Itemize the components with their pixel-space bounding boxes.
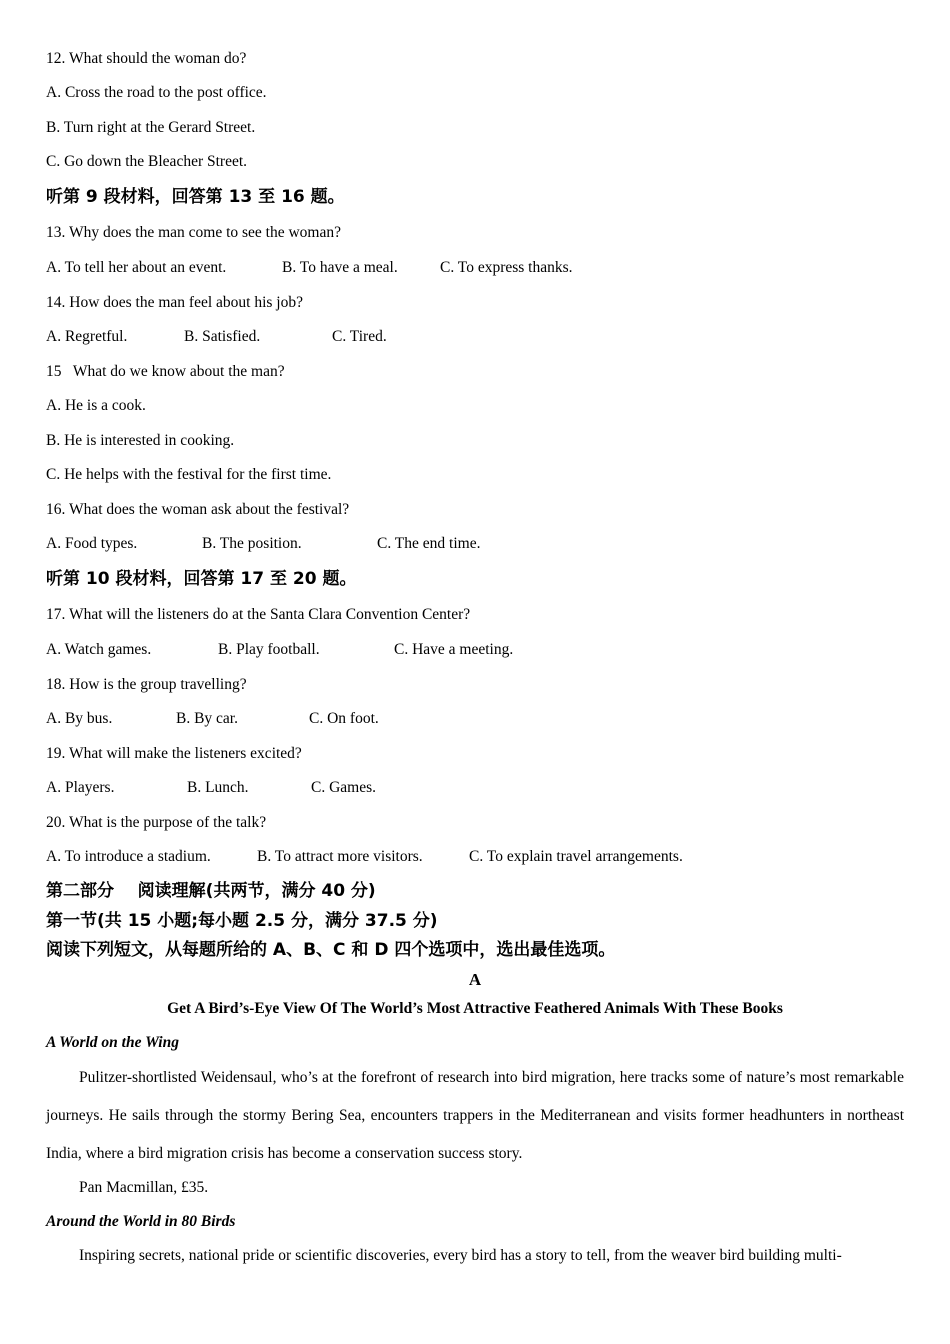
- question-15-option-b: B. He is interested in cooking.: [46, 432, 235, 449]
- question-20-option-a: A. To introduce a stadium.: [46, 848, 211, 865]
- book-1-description: Pulitzer-shortlisted Weidensaul, who’s at the forefront of research into bird migration, here tracks some of nature’s most remarkable journeys. He sails through the stormy Bering Sea, encounters trappers in the Mediterranean and visits former headhunters in northeast India, where a bird migration crisis has become a conservation success story.: [46, 1069, 904, 1162]
- question-14-stem: 14. How does the man feel about his job?: [46, 294, 303, 311]
- question-16-option-c: C. The end time.: [377, 535, 481, 552]
- question-17-stem: 17. What will the listeners do at the Santa Clara Convention Center?: [46, 606, 471, 623]
- question-19-option-b: B. Lunch.: [187, 779, 249, 796]
- book-2-description: Inspiring secrets, national pride or scientific discoveries, every bird has a story to tell, from the weaver bird building multi-: [79, 1247, 842, 1264]
- question-20-option-c: C. To explain travel arrangements.: [469, 848, 683, 865]
- question-15-stem: 15 What do we know about the man?: [46, 363, 285, 380]
- question-19-option-a: A. Players.: [46, 779, 115, 796]
- section-9-heading: 听第 9 段材料，回答第 13 至 16 题。: [46, 187, 345, 207]
- question-18-option-b: B. By car.: [176, 710, 238, 727]
- reading-instruction: 阅读下列短文，从每题所给的 A、B、C 和 D 四个选项中，选出最佳选项。: [46, 940, 616, 960]
- question-20-option-b: B. To attract more visitors.: [257, 848, 423, 865]
- question-13-option-a: A. To tell her about an event.: [46, 259, 227, 276]
- question-18-stem: 18. How is the group travelling?: [46, 676, 247, 693]
- question-18-option-c: C. On foot.: [309, 710, 379, 727]
- book-2-title: Around the World in 80 Birds: [46, 1213, 236, 1230]
- book-1-title: A World on the Wing: [46, 1034, 179, 1051]
- question-17-option-b: B. Play football.: [218, 641, 320, 658]
- question-13-option-b: B. To have a meal.: [282, 259, 398, 276]
- question-18-option-a: A. By bus.: [46, 710, 113, 727]
- question-15-option-c: C. He helps with the festival for the first time.: [46, 466, 332, 483]
- passage-letter: A: [468, 970, 482, 989]
- question-14-option-b: B. Satisfied.: [184, 328, 261, 345]
- section-10-heading: 听第 10 段材料，回答第 17 至 20 题。: [46, 569, 357, 589]
- question-19-option-c: C. Games.: [311, 779, 377, 796]
- question-17-option-c: C. Have a meeting.: [394, 641, 514, 658]
- section-one-heading: 第一节(共 15 小题;每小题 2.5 分，满分 37.5 分): [46, 911, 438, 931]
- question-12-option-b: B. Turn right at the Gerard Street.: [46, 119, 256, 136]
- question-20-stem: 20. What is the purpose of the talk?: [46, 814, 267, 831]
- part-two-heading: 第二部分 阅读理解(共两节，满分 40 分): [46, 881, 376, 901]
- question-17-option-a: A. Watch games.: [46, 641, 152, 658]
- question-16-option-a: A. Food types.: [46, 535, 138, 552]
- question-13-stem: 13. Why does the man come to see the woman?: [46, 224, 341, 241]
- question-14-option-c: C. Tired.: [332, 328, 387, 345]
- passage-title: Get A Bird’s-Eye View Of The World’s Most Attractive Feathered Animals With These Books: [167, 1000, 783, 1017]
- question-13-option-c: C. To express thanks.: [440, 259, 573, 276]
- question-15-option-a: A. He is a cook.: [46, 397, 146, 414]
- question-12-option-a: A. Cross the road to the post office.: [46, 84, 267, 101]
- question-16-stem: 16. What does the woman ask about the festival?: [46, 501, 350, 518]
- book-1-publisher: Pan Macmillan, £35.: [79, 1179, 209, 1196]
- question-19-stem: 19. What will make the listeners excited?: [46, 745, 302, 762]
- question-12-option-c: C. Go down the Bleacher Street.: [46, 153, 248, 170]
- question-16-option-b: B. The position.: [202, 535, 302, 552]
- question-14-option-a: A. Regretful.: [46, 328, 128, 345]
- question-12-stem: 12. What should the woman do?: [46, 50, 247, 67]
